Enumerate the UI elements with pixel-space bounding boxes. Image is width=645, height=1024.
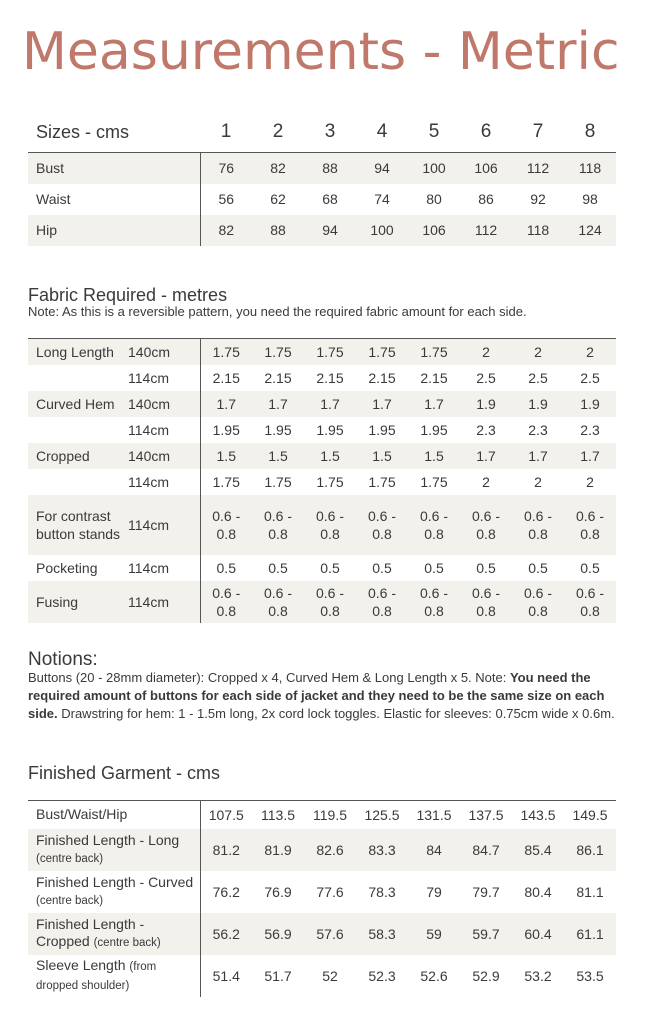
cell-value: 79.7 (472, 883, 500, 900)
row-label: Curved Hem (28, 391, 126, 417)
table-row (28, 495, 616, 555)
fabric-heading: Fabric Required - metres (28, 285, 228, 305)
cell-value: 2.3 (580, 421, 600, 438)
row-label (28, 955, 200, 997)
cell-value: 113.5 (261, 806, 295, 823)
cell-value: 1.75 (304, 339, 356, 365)
cell-value: 94 (304, 215, 356, 246)
cell-value: 0.6 - 0.8 (512, 581, 564, 623)
cell-value: 112 (512, 153, 564, 184)
cell-value: 143.5 (520, 806, 556, 823)
cell-value: 1.9 (460, 391, 512, 417)
cell-value: 1.75 (200, 469, 252, 495)
table-row (28, 215, 616, 246)
size-1: 1 (220, 121, 232, 142)
cell-value: 2.5 (476, 369, 496, 386)
cell-value: 2 (512, 339, 564, 365)
cell-value: 1.5 (408, 443, 460, 469)
cell-value: 0.5 (268, 559, 288, 576)
cell-value: 68 (322, 191, 338, 207)
cell-value: 88 (252, 215, 304, 246)
cell-value: 2.15 (316, 369, 344, 386)
sizes-table (28, 112, 616, 246)
cell-value: 2.5 (528, 369, 548, 386)
cell-value: 1.95 (368, 421, 396, 438)
cell-value: 92 (530, 191, 546, 207)
fabric-width: 114cm (126, 581, 200, 623)
size-8: 8 (584, 121, 596, 142)
cell-value: 112 (460, 215, 512, 246)
table-row (28, 801, 616, 829)
row-label (28, 829, 200, 871)
cell-value: 2.5 (580, 369, 600, 386)
notions-bold: You need the required amount of buttons for each side of jacket and they need to be the same size on each side. (28, 670, 605, 721)
table-row (28, 871, 616, 913)
cell-value: 76.2 (200, 871, 252, 913)
cell-value: 80.4 (524, 883, 552, 900)
cell-value: 0.6 - 0.8 (252, 581, 304, 623)
cell-value: 86.1 (564, 829, 616, 871)
cell-value: 1.7 (512, 443, 564, 469)
row-label: Waist (36, 191, 71, 207)
size-7: 7 (532, 121, 544, 142)
cell-value: 77.6 (316, 883, 344, 900)
fabric-width: 114cm (128, 421, 169, 438)
size-5: 5 (428, 121, 440, 142)
table-row (28, 184, 616, 215)
cell-value: 0.6 - 0.8 (408, 495, 460, 555)
cell-value: 1.75 (264, 473, 292, 490)
notions-text-2: Drawstring for hem: 1 - 1.5m long, 2x cord lock toggles. Elastic for sleeves: 0.75cm wide x 0.6m. (57, 706, 615, 721)
row-label (28, 469, 126, 495)
cell-value: 52 (322, 967, 338, 984)
cell-value: 2.3 (528, 421, 548, 438)
fabric-width: 140cm (126, 443, 200, 469)
cell-value: 1.75 (368, 473, 396, 490)
cell-value: 84 (408, 829, 460, 871)
cell-value: 118 (512, 215, 564, 246)
size-3: 3 (324, 121, 336, 142)
cell-value: 0.6 - 0.8 (304, 581, 356, 623)
cell-value: 1.95 (200, 417, 252, 443)
cell-value: 0.5 (476, 559, 496, 576)
table-row (28, 829, 616, 871)
cell-value: 1.7 (304, 391, 356, 417)
table-row (28, 469, 616, 495)
cell-value: 1.75 (200, 339, 252, 365)
cell-value: 0.6 - 0.8 (200, 495, 252, 555)
cell-value: 100 (408, 153, 460, 184)
cell-value: 52.9 (472, 967, 500, 984)
table-row (28, 339, 616, 365)
cell-value: 0.6 - 0.8 (512, 495, 564, 555)
cell-value: 1.9 (512, 391, 564, 417)
cell-value: 85.4 (512, 829, 564, 871)
cell-value: 98 (582, 191, 598, 207)
cell-value: 100 (356, 215, 408, 246)
cell-value: 62 (270, 191, 286, 207)
cell-value: 79 (426, 883, 442, 900)
cell-value: 74 (374, 191, 390, 207)
notions-text (28, 669, 618, 723)
row-label: For contrast button stands (28, 495, 126, 555)
cell-value: 1.5 (304, 443, 356, 469)
row-label-main: Finished Length - Long (36, 831, 180, 848)
cell-value: 1.7 (564, 443, 616, 469)
cell-value: 149.5 (572, 806, 608, 823)
cell-value: 52.3 (368, 967, 396, 984)
cell-value: 94 (356, 153, 408, 184)
cell-value: 84.7 (460, 829, 512, 871)
cell-value: 86 (478, 191, 494, 207)
cell-value: 124 (564, 215, 616, 246)
row-label-main: Finished Length - Curved (36, 873, 194, 890)
row-label (28, 417, 126, 443)
cell-value: 1.7 (200, 391, 252, 417)
cell-value: 81.9 (252, 829, 304, 871)
cell-value: 1.95 (264, 421, 292, 438)
cell-value: 0.6 - 0.8 (564, 581, 616, 623)
cell-value: 1.7 (408, 391, 460, 417)
cell-value: 2 (482, 473, 490, 490)
cell-value: 56.9 (252, 913, 304, 955)
cell-value: 80 (426, 191, 442, 207)
row-label (28, 365, 126, 391)
cell-value: 51.7 (264, 967, 292, 984)
cell-value: 0.6 - 0.8 (304, 495, 356, 555)
cell-value: 119.5 (313, 806, 347, 823)
fabric-note: Note: As this is a reversible pattern, you need the required fabric amount for each side. (28, 304, 527, 319)
page-title: Measurements - Metric (22, 22, 620, 82)
cell-value: 0.6 - 0.8 (356, 495, 408, 555)
cell-value: 76 (200, 153, 252, 184)
table-row (28, 365, 616, 391)
row-label-note: (from dropped shoulder) (36, 960, 157, 992)
cell-value: 1.5 (356, 443, 408, 469)
cell-value: 0.5 (320, 559, 340, 576)
table-row (28, 955, 616, 997)
table-row (28, 443, 616, 469)
row-label: Hip (28, 215, 200, 246)
cell-value: 2 (534, 473, 542, 490)
cell-value: 51.4 (200, 955, 252, 997)
row-label (28, 913, 200, 955)
cell-value: 1.75 (356, 339, 408, 365)
cell-value: 82 (200, 215, 252, 246)
cell-value: 0.5 (580, 559, 600, 576)
cell-value: 81.2 (200, 829, 252, 871)
cell-value: 125.5 (364, 806, 400, 823)
cell-value: 1.95 (316, 421, 344, 438)
cell-value: 0.6 - 0.8 (460, 495, 512, 555)
cell-value: 1.5 (252, 443, 304, 469)
sizes-header-row (28, 112, 616, 153)
row-label-main: Bust/Waist/Hip (36, 806, 128, 823)
cell-value: 88 (304, 153, 356, 184)
cell-value: 1.95 (420, 421, 448, 438)
cell-value: 106 (408, 215, 460, 246)
cell-value: 56.2 (200, 913, 252, 955)
row-label: Cropped (28, 443, 126, 469)
cell-value: 58.3 (356, 913, 408, 955)
table-row (28, 913, 616, 955)
row-label: Long Length (28, 339, 126, 365)
size-2: 2 (272, 121, 284, 142)
row-label (28, 801, 200, 829)
fabric-width: 114cm (128, 559, 169, 576)
fabric-width: 114cm (126, 495, 200, 555)
cell-value: 0.6 - 0.8 (564, 495, 616, 555)
cell-value: 0.5 (528, 559, 548, 576)
cell-value: 1.5 (200, 443, 252, 469)
row-label-main: Finished Length - Cropped (36, 915, 145, 949)
cell-value: 1.75 (316, 473, 344, 490)
row-label-main: Sleeve Length (36, 956, 126, 973)
row-label: Pocketing (36, 559, 98, 576)
cell-value: 2.15 (200, 365, 252, 391)
cell-value: 2.15 (368, 369, 396, 386)
cell-value: 53.5 (576, 967, 604, 984)
cell-value: 2.3 (476, 421, 496, 438)
row-label (28, 871, 200, 913)
cell-value: 107.5 (200, 801, 252, 829)
table-row (28, 555, 616, 581)
size-4: 4 (376, 121, 388, 142)
row-label: Bust (28, 153, 200, 184)
table-row (28, 391, 616, 417)
finished-heading: Finished Garment - cms (28, 763, 221, 783)
cell-value: 118 (564, 153, 616, 184)
cell-value: 0.6 - 0.8 (408, 581, 460, 623)
row-label-note: (centre back) (93, 936, 161, 949)
cell-value: 1.7 (460, 443, 512, 469)
cell-value: 1.7 (252, 391, 304, 417)
cell-value: 82.6 (304, 829, 356, 871)
cell-value: 59 (408, 913, 460, 955)
cell-value: 0.5 (200, 555, 252, 581)
cell-value: 131.5 (416, 806, 452, 823)
cell-value: 2 (460, 339, 512, 365)
cell-value: 57.6 (304, 913, 356, 955)
cell-value: 1.75 (252, 339, 304, 365)
table-row (28, 153, 616, 184)
fabric-table (28, 338, 616, 623)
cell-value: 1.9 (564, 391, 616, 417)
cell-value: 2.15 (420, 369, 448, 386)
cell-value: 78.3 (368, 883, 396, 900)
sizes-header-label: Sizes - cms (36, 121, 130, 142)
cell-value: 0.6 - 0.8 (252, 495, 304, 555)
fabric-width: 114cm (128, 473, 169, 490)
row-label: Fusing (28, 581, 126, 623)
fabric-width: 140cm (126, 391, 200, 417)
finished-table (28, 800, 616, 997)
cell-value: 81.1 (576, 883, 604, 900)
notions-heading: Notions: (28, 649, 98, 670)
cell-value: 0.6 - 0.8 (200, 581, 252, 623)
cell-value: 2 (586, 473, 594, 490)
cell-value: 1.75 (420, 473, 448, 490)
row-label-note: (centre back) (36, 852, 104, 865)
row-label-note: (centre back) (36, 894, 104, 907)
cell-value: 2.15 (264, 369, 292, 386)
cell-value: 1.7 (356, 391, 408, 417)
cell-value: 2 (564, 339, 616, 365)
cell-value: 53.2 (524, 967, 552, 984)
fabric-width: 140cm (126, 339, 200, 365)
notions-text-1: Buttons (20 - 28mm diameter): Cropped x 4, Curved Hem & Long Length x 5. Note: (28, 670, 510, 685)
table-row (28, 417, 616, 443)
cell-value: 0.5 (372, 559, 392, 576)
cell-value: 0.6 - 0.8 (460, 581, 512, 623)
cell-value: 0.6 - 0.8 (356, 581, 408, 623)
cell-value: 1.75 (408, 339, 460, 365)
cell-value: 0.5 (424, 559, 444, 576)
cell-value: 76.9 (264, 883, 292, 900)
cell-value: 56 (200, 184, 252, 215)
cell-value: 82 (252, 153, 304, 184)
cell-value: 59.7 (460, 913, 512, 955)
cell-value: 52.6 (420, 967, 448, 984)
cell-value: 60.4 (512, 913, 564, 955)
cell-value: 61.1 (564, 913, 616, 955)
table-row (28, 581, 616, 623)
cell-value: 83.3 (356, 829, 408, 871)
cell-value: 137.5 (468, 806, 504, 823)
fabric-width: 114cm (128, 369, 169, 386)
size-6: 6 (480, 121, 492, 142)
cell-value: 106 (460, 153, 512, 184)
